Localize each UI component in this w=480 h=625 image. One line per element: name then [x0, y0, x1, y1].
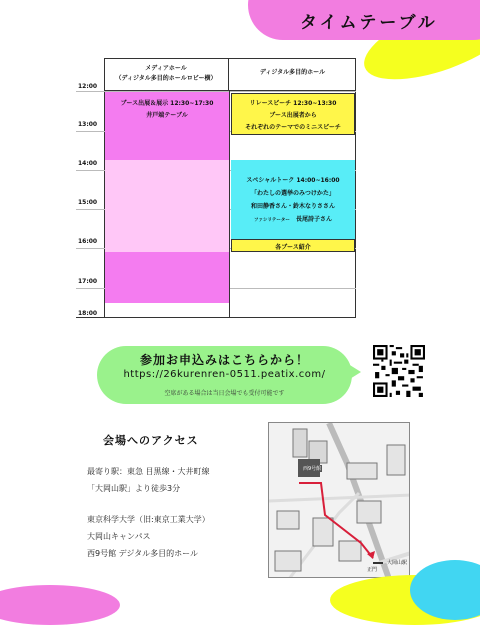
- access-line: 最寄り駅：東急 目黒線・大井町線: [87, 467, 210, 476]
- column-header-digital-hall: [229, 58, 356, 90]
- registration-title: 参加お申込みはこちらから！: [139, 353, 309, 367]
- hour-line: [76, 317, 356, 318]
- special-talk-theme: 「わたしの選挙のみつけかた」: [251, 190, 335, 197]
- booth-subtitle: 井戸端テーブル: [146, 112, 188, 119]
- access-title: 会場へのアクセス: [103, 434, 199, 447]
- booth-block-magenta-lower: [105, 252, 229, 303]
- time-label: 18:00: [78, 310, 98, 317]
- column-media-hall-name: メディアホール: [145, 65, 187, 72]
- campus-map[interactable]: [268, 422, 410, 578]
- column-digital-hall-name: ディジタル多目的ホール: [259, 69, 326, 76]
- decorative-pink-blob: [0, 585, 120, 625]
- access-line: 東京科学大学（旧:東京工業大学）: [87, 515, 210, 524]
- time-label: 17:00: [78, 278, 98, 285]
- qr-code[interactable]: [373, 345, 425, 397]
- relay-speech-title: リレースピーチ 12:30~13:30: [249, 100, 337, 107]
- map-gate-label: 正門: [367, 567, 378, 573]
- booth-title: ブース出展＆展示 12:30~17:30: [120, 100, 214, 107]
- access-line: 大岡山キャンパス: [87, 532, 151, 541]
- special-talk-title: スペシャルトーク 14:00~16:00: [246, 177, 340, 184]
- column-media-hall-sub: （ディジタル多目的ホールロビー横）: [115, 75, 217, 82]
- relay-speech-line2: ブース出展者から: [269, 112, 317, 119]
- special-talk-block: [231, 160, 355, 239]
- map-building-label: 西9号館: [303, 466, 322, 472]
- facilitator-name: 長尾詩子さん: [295, 216, 332, 223]
- time-label: 13:00: [78, 121, 98, 128]
- relay-speech-line3: それぞれのテーマでのミニスピーチ: [245, 124, 341, 131]
- column-header-media-hall: [104, 58, 229, 90]
- booth-block-light: [105, 160, 229, 252]
- registration-note: 空席がある場合は当日会場でも受付可能です: [164, 390, 285, 397]
- access-line: 西9号館 デジタル多目的ホール: [87, 549, 198, 558]
- page-title: タイムテーブル: [300, 13, 438, 33]
- map-graphic: [269, 423, 410, 578]
- special-talk-guests: 和田静香さん・鈴木なりささん: [250, 203, 335, 210]
- time-label: 12:00: [78, 83, 98, 90]
- access-line: 「大岡山駅」より徒歩3分: [87, 484, 181, 493]
- column-divider: [229, 91, 230, 317]
- time-label: 14:00: [78, 160, 98, 167]
- time-label: 16:00: [78, 238, 98, 245]
- map-station-label: 大岡山駅: [387, 560, 408, 566]
- registration-link[interactable]: https://26kurenren-0511.peatix.com/: [123, 369, 326, 380]
- facilitator-label: ファシリテーター: [254, 218, 290, 223]
- time-label: 15:00: [78, 199, 98, 206]
- booth-intro-label: 各ブース紹介: [275, 244, 311, 251]
- special-talk-facilitator: [231, 214, 355, 223]
